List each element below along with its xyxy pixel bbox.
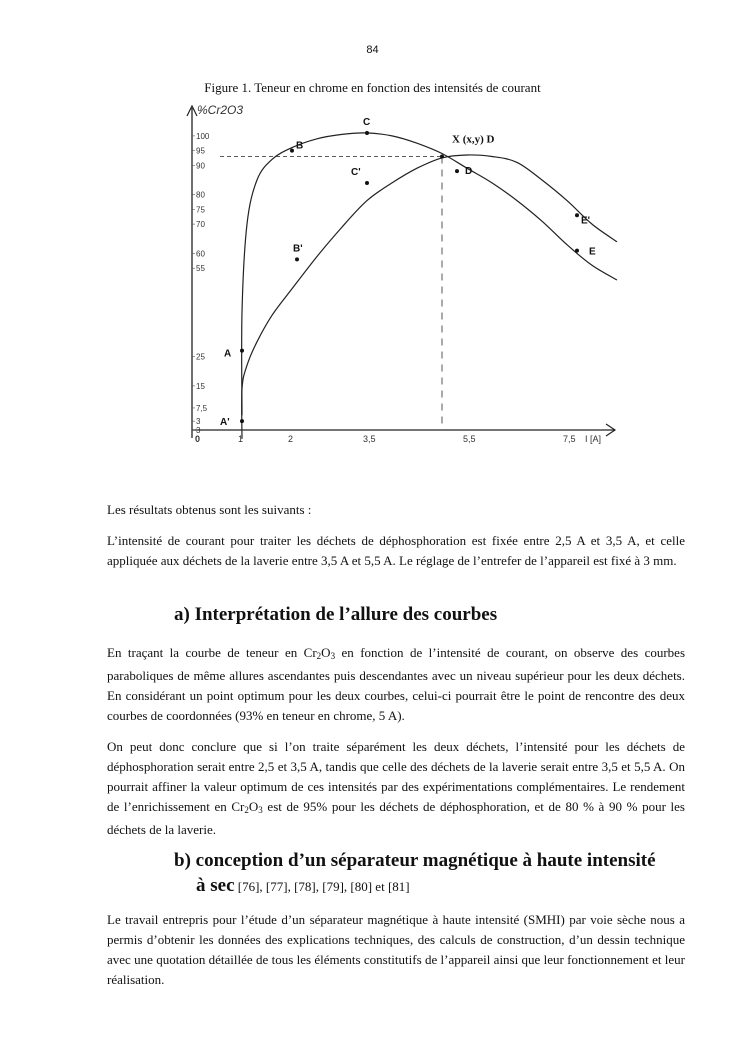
y-tick-label: 55 — [196, 264, 205, 274]
point-label: A' — [220, 417, 230, 429]
point-label: E' — [581, 215, 591, 227]
chart-reference-lines — [220, 156, 442, 430]
paragraph-conclusion: On peut donc conclure que si l’on traite séparément les deux déchets, l’intensité pour les déchets de déphosphoration serait entre 2,5 et 3,5 A, tandis que celle des déchets de la laverie serait entre 3,5 et 5,5 A. On pourrait affiner la valeur optimum de ces intensités par des expérimentations complémentaires. Le rendement de l’enrichissement en $Cr_2O_3$ est de 95% pour les déchets de déphosphoration, et de 80 % à 90 % pour les déchets de la laverie. — [107, 739, 685, 837]
paragraph-interpretation: En traçant la courbe de teneur en $Cr_2O_3$ en fonction de l’intensité de courant, on observe des courbes paraboliques de même allures ascendantes puis descendantes avec un niveau supérieur pour les deux déchets. En considérant un point optimum pour les deux courbes, celui-ci pourrait être le point de rencontre des deux courbes de coordonnées (93% en teneur en chrome, 5 A). — [107, 645, 686, 723]
point-marker — [455, 169, 459, 173]
chart-axes — [187, 103, 615, 444]
figure-caption: Figure 1. Teneur en chrome en fonction des intensités de courant — [204, 80, 541, 95]
point-marker — [240, 419, 244, 423]
y-tick-label: 15 — [196, 381, 205, 391]
y-axis-label: %Cr2O3 — [197, 103, 244, 117]
y-tick-label: 25 — [196, 352, 205, 362]
point-label: E — [589, 246, 596, 258]
page-number: 84 — [366, 44, 379, 56]
heading-a: a) Interprétation de l’allure des courbes — [174, 604, 498, 625]
chart-series — [242, 133, 617, 439]
point-marker — [440, 154, 444, 158]
y-tick-label: 3 — [196, 417, 201, 427]
x-axis-label: I [A] — [585, 434, 602, 444]
paragraph-intensity-settings: L’intensité de courant pour traiter les déchets de déphosphoration est fixée entre 2,5 A et 3,5 A, et celle appliquée aux déchets de la laverie entre 3,5 A et 5,5 A. Le réglage de l’entrefer de l’appareil est fixé à 3 mm. — [107, 533, 685, 568]
point-marker — [575, 249, 579, 253]
x-tick-label: 3,5 — [363, 434, 376, 444]
paragraph-smhi-study: Le travail entrepris pour l’étude d’un séparateur magnétique à haute intensité (SMHI) par voie sèche nous a permis d’obtenir les données des explications techniques, des calculs de construction, d’un dessin technique avec une quotation détaillée de tous les éléments constitutifs de l’appareil ainsi que leur fonctionnement et leur réalisation. — [107, 912, 685, 987]
x-tick-label: 7,5 — [563, 434, 576, 444]
point-label: B — [296, 140, 304, 152]
chart-point-labels — [220, 117, 596, 428]
y-tick-label: 95 — [196, 146, 205, 156]
y-tick-label: 7,5 — [196, 403, 208, 413]
x-tick-label: 0 — [195, 434, 201, 444]
y-tick-label: 80 — [196, 190, 205, 200]
point-marker — [575, 213, 579, 217]
x-tick-label: 2 — [288, 434, 294, 444]
series-line-1 — [242, 133, 617, 415]
heading-b-references: [76], [77], [78], [79], [80] et [81] — [234, 879, 410, 894]
paragraph-results-intro: Les résultats obtenus sont les suivants : — [107, 502, 312, 517]
heading-b-line1: b) conception d’un séparateur magnétique à haute intensité — [174, 850, 656, 871]
point-label: C — [363, 116, 371, 128]
point-label: X (x,y) D — [452, 133, 495, 146]
y-tick-label: 60 — [196, 249, 205, 259]
point-marker — [365, 131, 369, 135]
chart-ticks — [192, 132, 576, 444]
chart-svg — [170, 100, 630, 460]
y-tick-label: 3 — [196, 426, 201, 435]
y-tick-label: 90 — [196, 161, 205, 171]
point-label: D — [465, 166, 473, 178]
point-label: A — [224, 348, 232, 360]
y-tick-label: 100 — [196, 131, 210, 141]
point-marker — [295, 257, 299, 261]
y-tick-label: 70 — [196, 220, 205, 230]
x-tick-label: 1 — [238, 434, 244, 444]
series-line-2 — [242, 155, 617, 439]
point-marker — [240, 349, 244, 353]
y-tick-label: 75 — [196, 205, 205, 215]
point-marker — [290, 149, 294, 153]
point-marker — [365, 181, 369, 185]
point-label: B' — [293, 243, 303, 255]
heading-b-line2: à sec [76], [77], [78], [79], [80] et [81] — [196, 875, 410, 896]
figure-chart — [170, 100, 630, 460]
point-label: C' — [351, 166, 361, 178]
x-tick-label: 5,5 — [463, 434, 476, 444]
